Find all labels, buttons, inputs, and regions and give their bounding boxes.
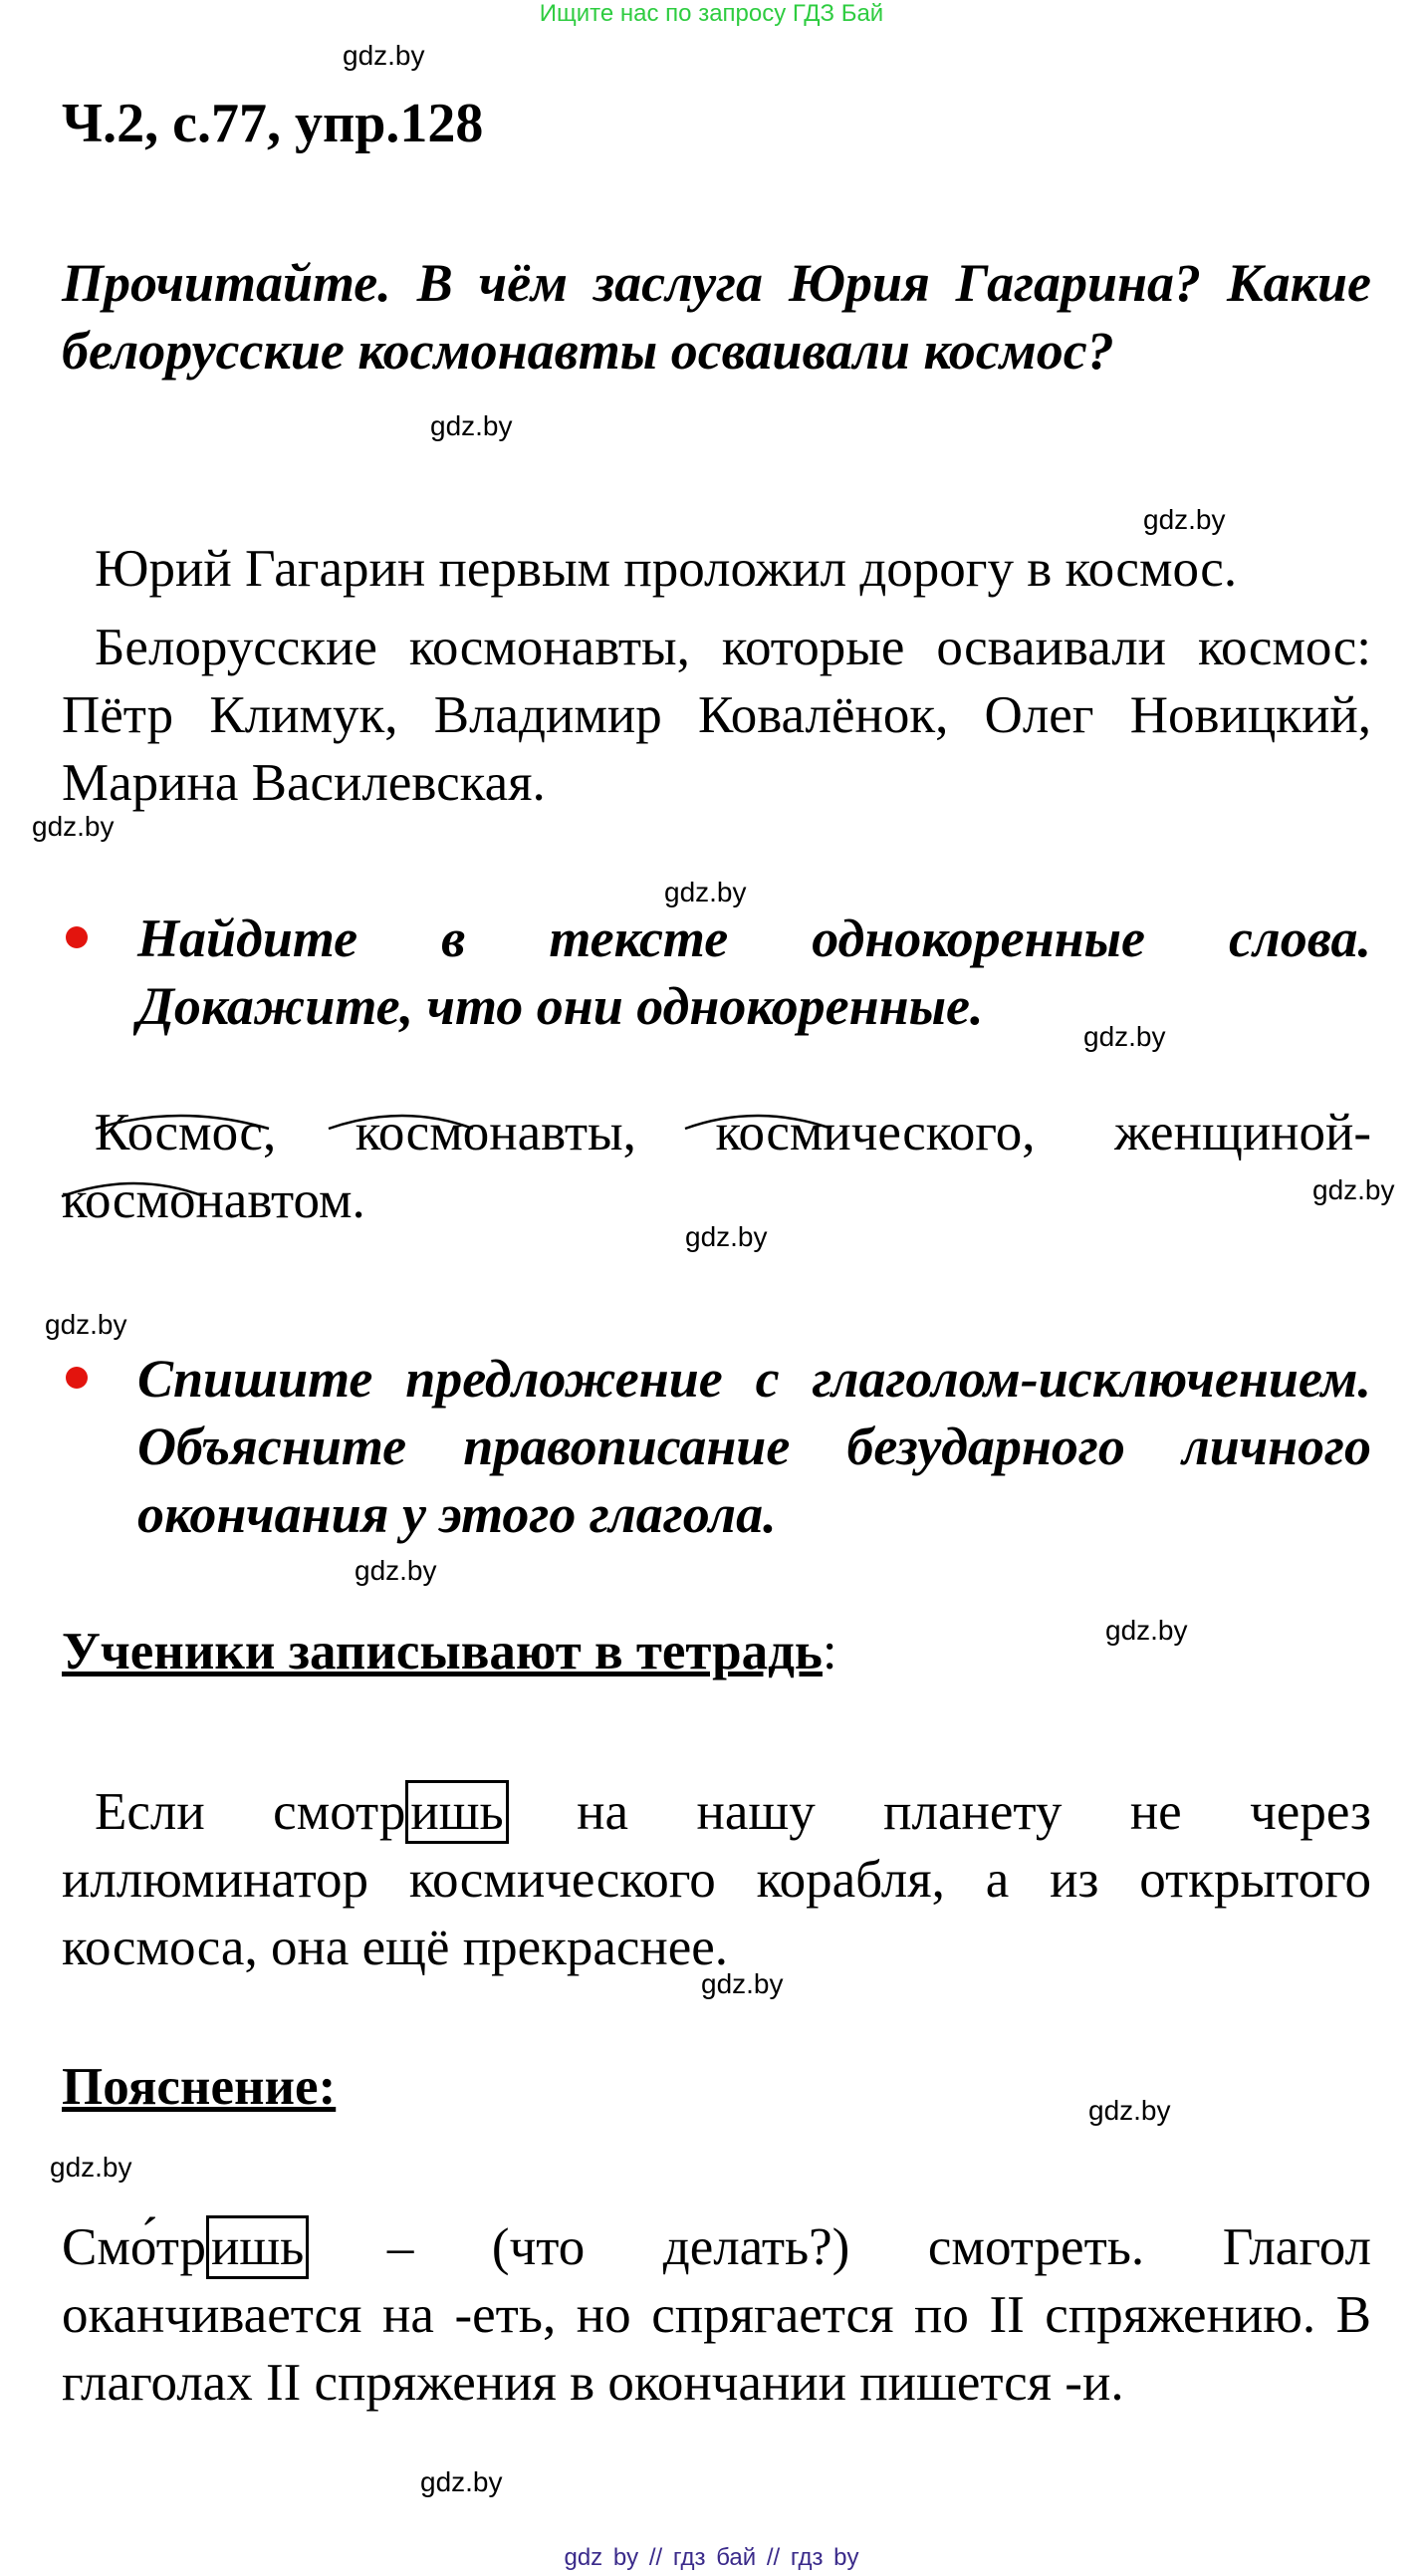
watermark: gdz.by xyxy=(664,877,747,907)
word: Космос, xyxy=(95,1104,277,1161)
root-words-line xyxy=(62,1099,1371,1166)
word: нашу xyxy=(696,1783,816,1841)
watermark: gdz.by xyxy=(343,40,425,71)
watermark: gdz.by xyxy=(430,410,513,441)
task-instruction: Найдите в тексте однокоренные слова. Докажите, что они однокоренные. xyxy=(137,908,1371,1036)
explanation-line xyxy=(62,2213,1371,2281)
sentence-continuation: иллюминатор космического корабля, а из открытого космоса, она ещё прекраснее. xyxy=(62,1851,1371,1976)
task-instruction: Спишите предложение с глаголом-исключением. Объясните правописание безударного личного окончания у этого глагола. xyxy=(137,1349,1371,1544)
answer-line: Юрий Гагарин первым проложил дорогу в космос. xyxy=(95,540,1238,598)
watermark: gdz.by xyxy=(701,1968,784,1999)
watermark: gdz.by xyxy=(1088,2095,1171,2126)
bottom-banner[interactable]: gdz by // гдз бай // гдз by xyxy=(564,2544,859,2571)
watermark: gdz.by xyxy=(1143,504,1226,535)
word: – xyxy=(386,2218,414,2276)
word: космического, xyxy=(715,1104,1036,1161)
page-title: Ч.2, с.77, упр.128 xyxy=(62,93,484,154)
word: космонавты, xyxy=(355,1104,636,1161)
top-banner[interactable]: Ищите нас по запросу ГДЗ Бай xyxy=(539,0,884,27)
word: смотреть. xyxy=(927,2218,1145,2276)
bullet-icon xyxy=(66,926,88,948)
word: Глагол xyxy=(1222,2218,1371,2276)
watermark: gdz.by xyxy=(1083,1021,1166,1052)
ending-box: ишь xyxy=(405,1780,508,1844)
bullet-icon xyxy=(66,1367,88,1389)
watermark: gdz.by xyxy=(1312,1174,1395,1205)
word xyxy=(62,2213,309,2281)
watermark: gdz.by xyxy=(32,811,115,842)
heading-colon: : xyxy=(822,1623,837,1680)
ending-box: ишь xyxy=(206,2215,309,2279)
word: не xyxy=(1129,1783,1182,1841)
task-instruction: Прочитайте. В чём заслуга Юрия Гагарина? Какие белорусские космонавты осваивали космос? xyxy=(62,253,1371,381)
word: делать?) xyxy=(662,2218,850,2276)
word: Если xyxy=(95,1783,205,1841)
watermark: gdz.by xyxy=(1105,1615,1188,1646)
word: через xyxy=(1250,1783,1371,1841)
heading-text: Ученики записывают в тетрадь xyxy=(62,1623,823,1680)
watermark: gdz.by xyxy=(355,1555,437,1586)
sentence-line xyxy=(62,1778,1371,1846)
watermark: gdz.by xyxy=(45,1309,127,1340)
section-heading: Пояснение: xyxy=(62,2058,337,2116)
word-stem: смотр xyxy=(273,1783,406,1841)
answer-paragraph: Белорусские космонавты, которые осваивали космос: Пётр Климук, Владимир Ковалёнок, Олег Новицкий, Марина Василевская. xyxy=(62,619,1371,812)
explanation-continuation: оканчивается на -еть, но спрягается по II спряжению. В глаголах II спряжения в окончании пишется -и. xyxy=(62,2286,1371,2412)
watermark: gdz.by xyxy=(420,2466,503,2497)
word: космонавтом. xyxy=(62,1171,365,1229)
word: (что xyxy=(491,2218,586,2276)
word: планету xyxy=(883,1783,1063,1841)
word-stem: Смо́тр xyxy=(62,2218,206,2276)
word: женщиной- xyxy=(1114,1104,1371,1161)
section-heading xyxy=(62,1622,837,1681)
watermark: gdz.by xyxy=(50,2152,132,2183)
watermark: gdz.by xyxy=(685,1221,768,1252)
word xyxy=(273,1778,509,1846)
word: на xyxy=(577,1783,629,1841)
